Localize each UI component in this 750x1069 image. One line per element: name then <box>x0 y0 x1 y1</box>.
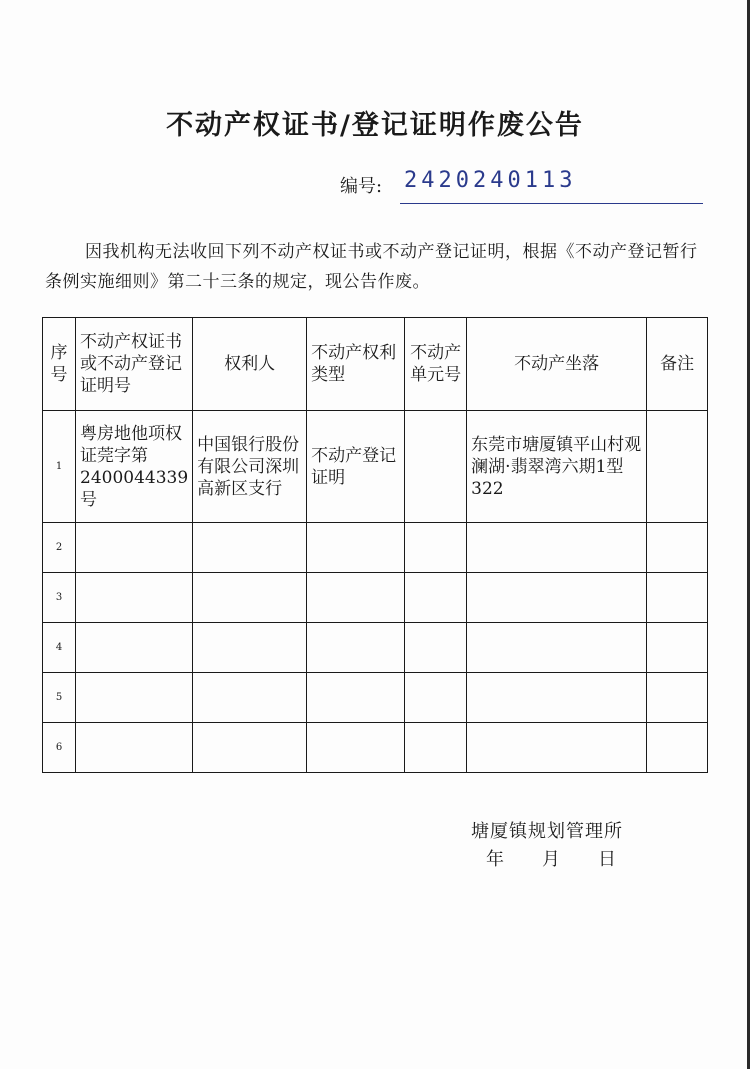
cell-remark <box>647 623 708 673</box>
cell-cert-no <box>76 673 193 723</box>
page-title: 不动产权证书/登记证明作废公告 <box>166 110 584 141</box>
issue-date <box>486 845 626 871</box>
header-cert-no: 不动产权证书或不动产登记证明号 <box>76 318 193 411</box>
cell-seq: 3 <box>43 573 76 623</box>
cell-right-type <box>307 623 405 673</box>
cell-holder <box>193 523 307 573</box>
number-label: 编号: <box>340 176 383 197</box>
cell-remark <box>647 523 708 573</box>
cell-right-type <box>307 523 405 573</box>
cell-cert-no <box>76 573 193 623</box>
intro-paragraph: 因我机构无法收回下列不动产权证书或不动产登记证明，根据《不动产登记暂行条例实施细则》第二十三条的规定，现公告作废。 <box>45 242 698 292</box>
cell-holder <box>193 723 307 773</box>
table-header-row <box>43 318 708 411</box>
cell-remark <box>647 673 708 723</box>
cell-seq: 1 <box>43 411 76 523</box>
cell-seq: 2 <box>43 523 76 573</box>
cell-right-type <box>307 573 405 623</box>
cell-unit-no <box>405 523 467 573</box>
cell-location <box>467 723 647 773</box>
header-right-type: 不动产权利类型 <box>307 318 405 411</box>
cell-right-type <box>307 723 405 773</box>
cell-remark <box>647 411 708 523</box>
number-underline <box>400 203 703 204</box>
cell-location <box>467 573 647 623</box>
cell-cert-no <box>76 623 193 673</box>
number-value: 2420240113 <box>404 168 577 193</box>
cell-right-type <box>307 673 405 723</box>
header-unit-no: 不动产单元号 <box>405 318 467 411</box>
date-year: 年 <box>486 849 504 870</box>
table-row <box>43 673 708 723</box>
table-row <box>43 411 708 523</box>
cell-location <box>467 673 647 723</box>
table-row <box>43 723 708 773</box>
date-month: 月 <box>542 849 560 870</box>
cell-seq: 5 <box>43 673 76 723</box>
header-remark: 备注 <box>647 318 708 411</box>
cell-unit-no <box>405 411 467 523</box>
cell-unit-no <box>405 573 467 623</box>
issuing-organization: 塘厦镇规划管理所 <box>471 821 623 842</box>
cell-cert-no: 粤房地他项权证莞字第2400044339号 <box>76 411 193 523</box>
header-seq: 序号 <box>43 318 76 411</box>
cell-seq: 4 <box>43 623 76 673</box>
table-row <box>43 623 708 673</box>
header-holder: 权利人 <box>193 318 307 411</box>
cell-unit-no <box>405 623 467 673</box>
cell-holder <box>193 573 307 623</box>
cell-unit-no <box>405 673 467 723</box>
records-table <box>42 317 708 773</box>
cell-cert-no <box>76 723 193 773</box>
document-number <box>340 166 703 206</box>
cell-cert-no <box>76 523 193 573</box>
cell-location <box>467 623 647 673</box>
table-row <box>43 573 708 623</box>
cell-holder <box>193 623 307 673</box>
cell-right-type: 不动产登记证明 <box>307 411 405 523</box>
cell-holder <box>193 673 307 723</box>
cell-seq: 6 <box>43 723 76 773</box>
cell-location <box>467 523 647 573</box>
cell-remark <box>647 573 708 623</box>
date-day: 日 <box>598 849 616 870</box>
header-location: 不动产坐落 <box>467 318 647 411</box>
cell-remark <box>647 723 708 773</box>
cell-unit-no <box>405 723 467 773</box>
cell-location: 东莞市塘厦镇平山村观澜湖·翡翠湾六期1型322 <box>467 411 647 523</box>
cell-holder: 中国银行股份有限公司深圳高新区支行 <box>193 411 307 523</box>
table-row <box>43 523 708 573</box>
